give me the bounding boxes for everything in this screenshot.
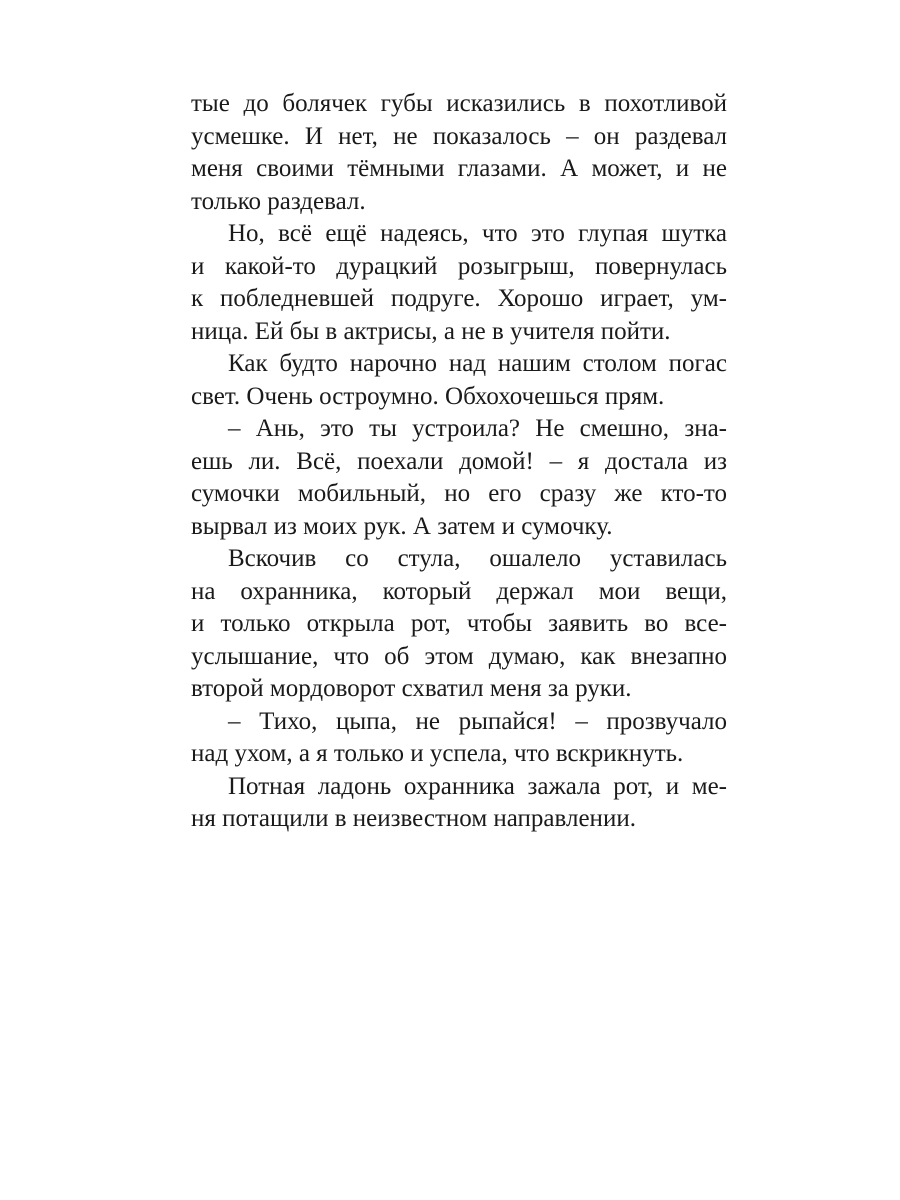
text-line: Как будто нарочно над нашим столом погас [228, 350, 727, 377]
text-line: ница. Ей бы в актрисы, а не в учителя пойти. [191, 317, 671, 345]
text-line: тые до болячек губы исказились в похотливой [191, 90, 727, 117]
text-line: Потная ладонь охранника зажала рот, и ме- [228, 772, 727, 800]
text-line: ня потащили в неизвестном направлении. [191, 805, 636, 832]
text-line: и какой-то дурацкий розыгрыш, повернулась [191, 252, 727, 280]
text-line: Вскочив со стула, ошалело уставилась [228, 545, 727, 572]
text-line: второй мордоворот схватил меня за руки. [191, 675, 632, 702]
paragraph [191, 88, 727, 218]
text-line: к побледневшей подруге. Хорошо играет, ум- [191, 285, 727, 312]
text-line: услышание, что об этом думаю, как внезапно [191, 642, 727, 670]
paragraph [191, 706, 727, 771]
text-line: на охранника, который держал мои вещи, [191, 577, 727, 605]
text-line: усмешке. И нет, не показалось – он раздевал [191, 122, 727, 150]
text-line: свет. Очень остроумно. Обхохочешься прям. [191, 382, 665, 410]
paragraph [191, 771, 727, 836]
text-line: – Тихо, цыпа, не рыпайся! – прозвучало [228, 707, 727, 735]
text-line: над ухом, а я только и успела, что вскрикнуть. [191, 740, 684, 767]
paragraph [191, 348, 727, 413]
text-line: – Ань, это ты устроила? Не смешно, зна- [228, 415, 727, 442]
paragraph [191, 543, 727, 706]
text-line: ешь ли. Всё, поехали домой! – я достала из [191, 447, 727, 475]
text-line: вырвал из моих рук. А затем и сумочку. [191, 512, 613, 540]
text-line: и только открыла рот, чтобы заявить во все- [191, 610, 727, 637]
text-line: Но, всё ещё надеясь, что это глупая шутка [228, 220, 727, 247]
text-line: меня своими тёмными глазами. А может, и не [191, 155, 727, 182]
text-line: только раздевал. [191, 187, 366, 215]
page-text [191, 88, 727, 836]
paragraph [191, 218, 727, 348]
paragraph [191, 413, 727, 543]
text-line: сумочки мобильный, но его сразу же кто-то [191, 480, 727, 507]
